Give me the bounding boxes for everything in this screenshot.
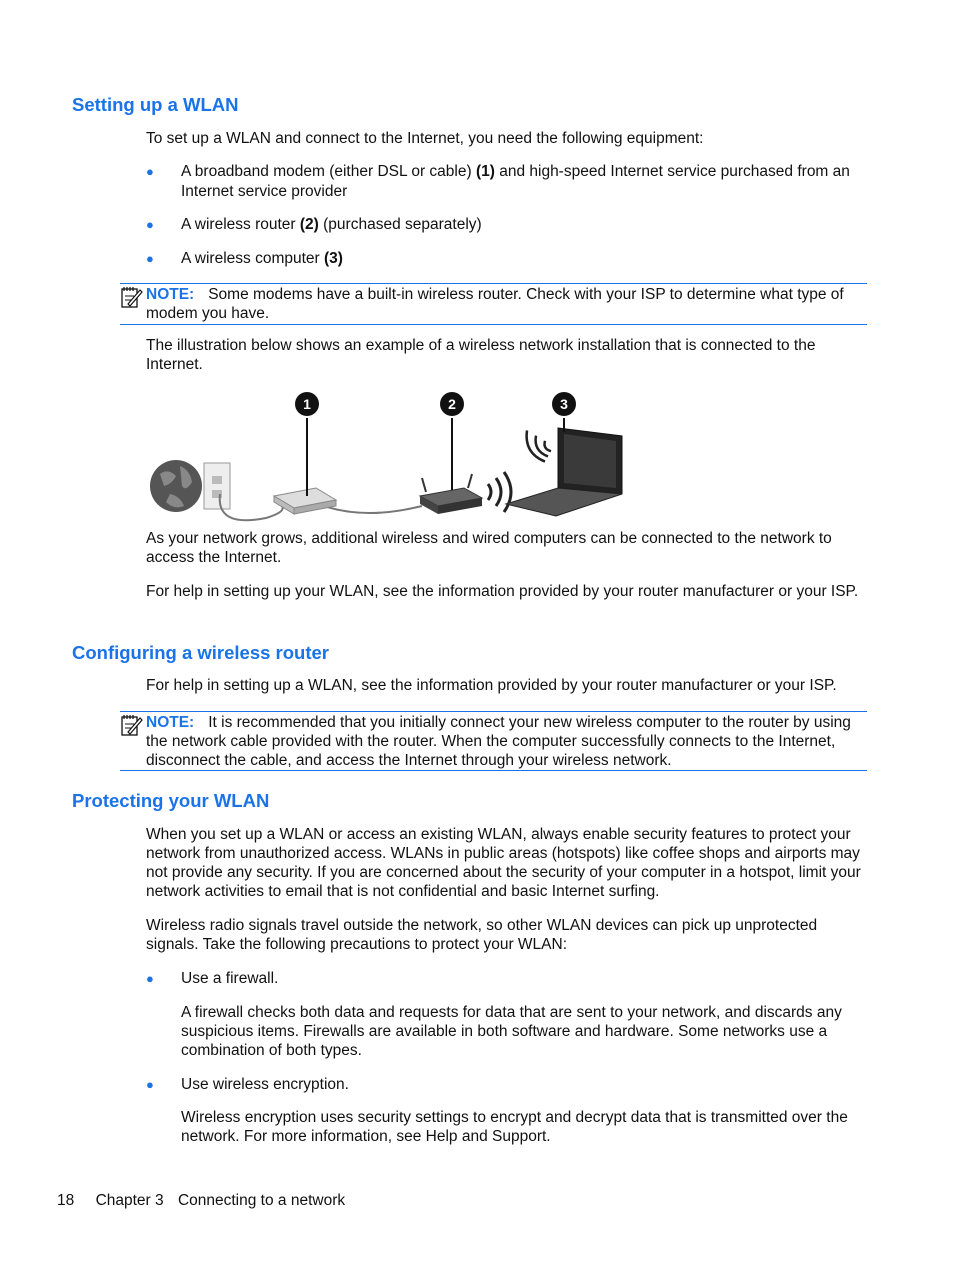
list-item-text: Use a firewall. (181, 970, 279, 987)
heading-protecting-wlan: Protecting your WLAN (72, 790, 270, 811)
encryption-detail: Wireless encryption uses security settings to encrypt and decrypt data that is transmitted over the network. For more information, see Help and Support. (181, 1109, 848, 1145)
chapter-number: Chapter 3 (95, 1192, 164, 1209)
svg-text:1: 1 (303, 396, 311, 412)
globe-icon (150, 460, 202, 512)
bullet-icon: ● (146, 217, 154, 232)
list-item-text: Use wireless encryption. (181, 1076, 349, 1093)
bullet-icon: ● (146, 164, 154, 179)
chapter-title: Connecting to a network (177, 1192, 346, 1209)
list-item-text: A broadband modem (either DSL or cable) (1) and high-speed Internet service purchased from an Internet service provider (181, 163, 850, 200)
network-illustration (146, 388, 636, 528)
page-number: 18 (57, 1192, 75, 1209)
firewall-detail: A firewall checks both data and requests for data that are sent to your network, and discards any suspicious items. Firewalls are available in both software and hardware. Some networks use a combination of both types. (181, 1004, 842, 1059)
note-label: NOTE: (146, 286, 195, 303)
network-grows-paragraph: As your network grows, additional wireless and wired computers can be connected to the network to access the Internet. (146, 530, 832, 566)
wall-jack-icon (204, 463, 230, 509)
bullet-icon: ● (146, 251, 154, 266)
wifi-signal-icon (488, 472, 511, 512)
heading-setting-up-wlan: Setting up a WLAN (72, 94, 239, 115)
wifi-signal-icon (521, 430, 551, 465)
callout-1 (295, 392, 319, 416)
note-text: NOTE: Some modems have a built-in wireless router. Check with your ISP to determine what type of modem you have. (146, 286, 844, 322)
bullet-icon: ● (146, 1077, 154, 1092)
precautions-paragraph: Wireless radio signals travel outside the network, so other WLAN devices can pick up unprotected signals. Take the following precautions to protect your WLAN: (146, 917, 818, 953)
modem-icon (274, 488, 336, 514)
note-icon (120, 714, 144, 743)
note-icon (120, 286, 144, 315)
note-text: NOTE: It is recommended that you initially connect your new wireless computer to the router by using the network cable provided with the router. When the computer successfully connects to the Internet, disconnect the cable, and access the Internet through your wireless network. (146, 714, 851, 769)
note-box (120, 283, 867, 325)
heading-configuring-router: Configuring a wireless router (72, 642, 329, 663)
svg-text:3: 3 (560, 396, 568, 412)
note-box (120, 711, 867, 771)
callout-3 (552, 392, 576, 416)
help-paragraph: For help in setting up your WLAN, see the information provided by your router manufacturer or your ISP. (146, 583, 859, 600)
list-item-text: A wireless computer (3) (181, 250, 343, 267)
laptop-icon (506, 428, 622, 516)
page-footer (57, 1192, 345, 1210)
callout-2 (440, 392, 464, 416)
router-help-paragraph: For help in setting up a WLAN, see the information provided by your router manufacturer or your ISP. (146, 677, 837, 694)
svg-text:2: 2 (448, 396, 456, 412)
note-label: NOTE: (146, 714, 195, 731)
list-item-text: A wireless router (2) (purchased separately) (181, 216, 482, 233)
illustration-intro: The illustration below shows an example of a wireless network installation that is connected to the Internet. (146, 337, 816, 373)
security-paragraph: When you set up a WLAN or access an existing WLAN, always enable security features to protect your network from unauthorized access. WLANs in public areas (hotspots) like coffee shops and airports may not provide any security. If you are concerned about the security of your computer in a hotspot, limit your network activities to email that is not confidential and basic Internet surfing. (146, 826, 861, 900)
bullet-icon: ● (146, 971, 154, 986)
intro-paragraph: To set up a WLAN and connect to the Internet, you need the following equipment: (146, 130, 704, 147)
